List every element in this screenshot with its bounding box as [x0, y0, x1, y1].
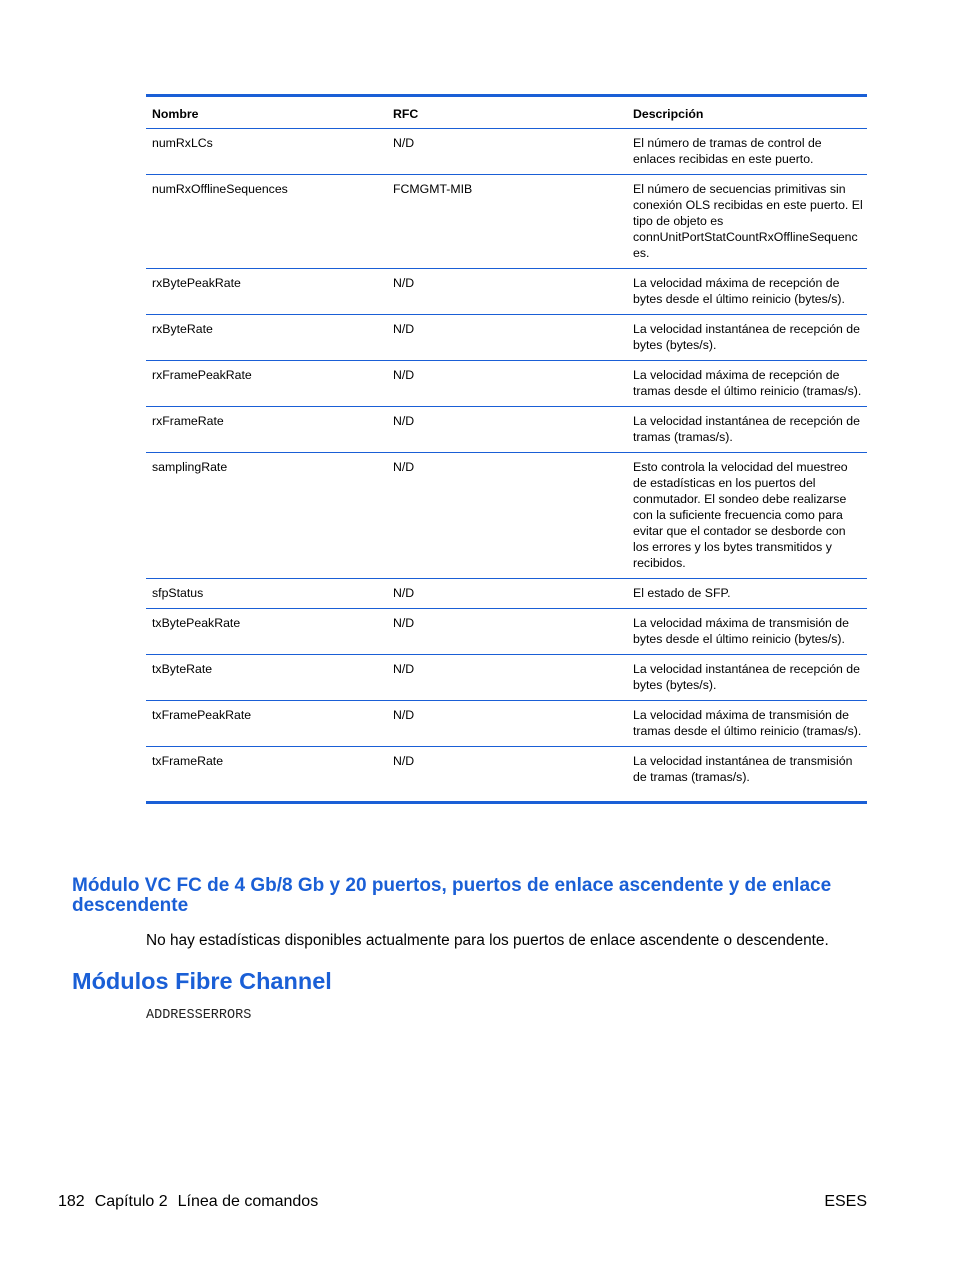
cell-name: numRxLCs — [152, 136, 213, 150]
table-row — [146, 655, 867, 701]
table-row — [146, 129, 867, 175]
cell-rfc: N/D — [393, 616, 415, 630]
cell-description-text: El número de secuencias primitivas sin conexión OLS recibidas en este puerto. El tipo de objeto es connUnitPortStatCountRxOfflineSequences. — [633, 182, 863, 260]
page-number: 182 — [58, 1193, 85, 1210]
cell-name: txBytePeakRate — [152, 616, 241, 630]
cell-description: La velocidad instantánea de recepción de bytes (bytes/s). — [633, 322, 860, 352]
cell-description: La velocidad máxima de recepción de bytes desde el último reinicio (bytes/s). — [633, 276, 845, 306]
chapter-label: Capítulo 2 — [94, 1193, 168, 1210]
cell-name: sfpStatus — [152, 586, 204, 600]
cell-name: txByteRate — [152, 662, 213, 676]
cell-description: La velocidad instantánea de recepción de bytes (bytes/s). — [633, 662, 860, 692]
table-row — [146, 453, 867, 579]
cell-name: samplingRate — [152, 460, 228, 474]
cell-rfc: N/D — [393, 708, 415, 722]
table-row — [146, 747, 867, 803]
table-header-row — [146, 96, 867, 129]
section-heading: Módulos Fibre Channel — [72, 968, 332, 994]
cell-name: txFrameRate — [152, 754, 224, 768]
cell-rfc: N/D — [393, 414, 415, 428]
cell-description: La velocidad máxima de transmisión de tramas desde el último reinicio (tramas/s). — [633, 708, 862, 738]
table-row — [146, 269, 867, 315]
cell-description: El estado de SFP. — [633, 586, 731, 600]
cell-description: La velocidad instantánea de recepción de tramas (tramas/s). — [633, 414, 860, 444]
cell-description: El número de tramas de control de enlaces recibidas en este puerto. — [633, 136, 822, 166]
cell-description: Esto controla la velocidad del muestreo de estadísticas en los puertos del conmutador. El sondeo debe realizarse con la suficiente frecuencia como para evitar que el contador se desborde con los errores y los bytes transmitidos y recibidos. — [633, 460, 848, 570]
subsection-paragraph: No hay estadísticas disponibles actualmente para los puertos de enlace ascendente o descendente. — [146, 932, 829, 949]
cell-rfc: N/D — [393, 460, 415, 474]
cell-rfc: N/D — [393, 586, 415, 600]
locale-code: ESES — [824, 1193, 867, 1210]
cell-rfc: N/D — [393, 368, 415, 382]
cell-name: rxBytePeakRate — [152, 276, 241, 290]
chapter-title: Línea de comandos — [177, 1193, 319, 1210]
cell-rfc: N/D — [393, 276, 415, 290]
table-row — [146, 175, 867, 269]
cell-name: txFramePeakRate — [152, 708, 252, 722]
page-footer-left — [58, 1192, 318, 1212]
statistics-table-container — [146, 94, 867, 804]
table-row — [146, 315, 867, 361]
cell-description: La velocidad máxima de transmisión de bytes desde el último reinicio (bytes/s). — [633, 616, 849, 646]
cell-description: La velocidad máxima de recepción de tramas desde el último reinicio (tramas/s). — [633, 368, 862, 398]
cell-rfc: N/D — [393, 322, 415, 336]
cell-description: La velocidad instantánea de transmisión de tramas (tramas/s). — [633, 754, 853, 784]
table-row — [146, 407, 867, 453]
subsection-heading: Módulo VC FC de 4 Gb/8 Gb y 20 puertos, puertos de enlace ascendente y de enlace descendente — [72, 875, 832, 916]
cell-name: rxFrameRate — [152, 414, 224, 428]
cell-rfc: N/D — [393, 662, 415, 676]
column-header-description: Descripción — [633, 107, 704, 121]
cell-rfc: N/D — [393, 754, 415, 768]
table-row — [146, 609, 867, 655]
cell-name: rxFramePeakRate — [152, 368, 252, 382]
code-identifier: ADDRESSERRORS — [146, 1008, 252, 1023]
statistics-table — [146, 94, 867, 804]
cell-description — [627, 175, 867, 269]
cell-name: numRxOfflineSequences — [152, 182, 288, 196]
cell-rfc: FCMGMT-MIB — [393, 182, 473, 196]
column-header-rfc: RFC — [393, 107, 419, 121]
cell-name: rxByteRate — [152, 322, 213, 336]
column-header-name: Nombre — [152, 107, 199, 121]
table-row — [146, 579, 867, 609]
cell-rfc: N/D — [393, 136, 415, 150]
table-row — [146, 701, 867, 747]
table-row — [146, 361, 867, 407]
